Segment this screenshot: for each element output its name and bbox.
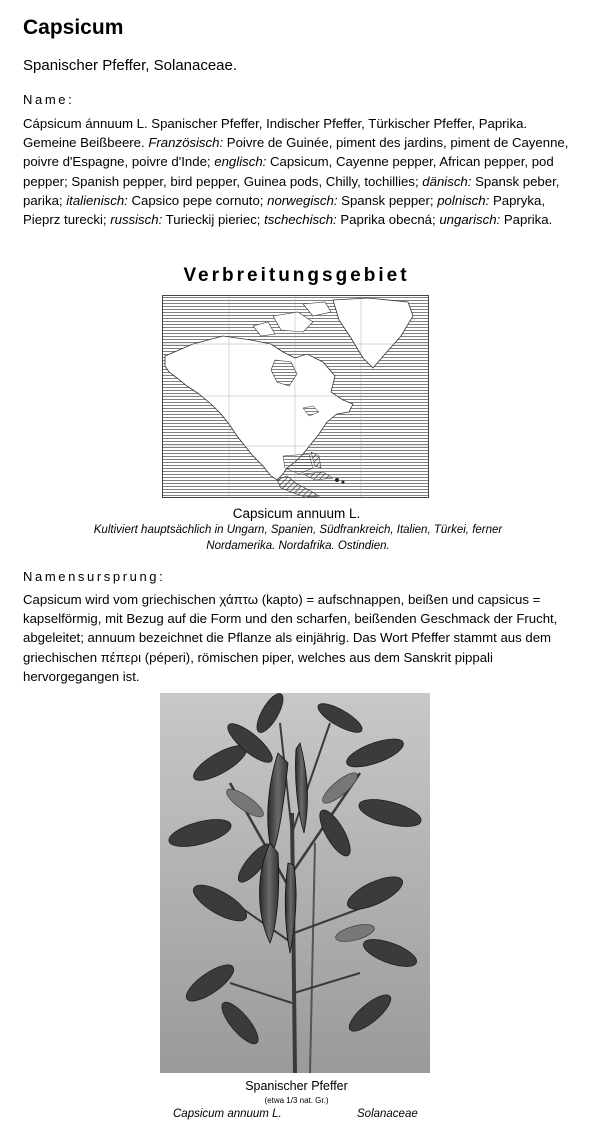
language-label: Französisch: xyxy=(148,135,224,151)
map-graphic xyxy=(163,296,428,497)
name-text-segment: Paprika obecná; xyxy=(336,212,440,228)
name-text-segment: Spansk pepper; xyxy=(337,192,438,208)
pepper-plant-photo xyxy=(160,693,430,1073)
distribution-map xyxy=(162,295,429,498)
page-title: Capsicum xyxy=(23,16,124,39)
language-label: polnisch: xyxy=(437,192,490,208)
plant-graphic xyxy=(160,693,430,1073)
language-label: tschechisch: xyxy=(264,212,337,228)
name-text-segment: Papryka, Pieprz turecki; xyxy=(23,192,545,228)
name-text-segment: Turieckij pieriec; xyxy=(162,212,265,228)
origin-section-label: Namensursprung: xyxy=(23,569,166,584)
map-caption-title: Capsicum annuum L. xyxy=(232,506,361,521)
name-section-text xyxy=(23,114,573,229)
origin-section-text: Capsicum wird vom griechischen χάπτω (kapto) = aufschnappen, beißen und capsicus = kapselförmig, mit Bezug auf die Form und den scharfen, beißenden Geschmack der Frucht, abgeleitet; annuum bezeichnet die Pflanze als einjährig. Das Wort Pfeffer stammt aus dem griechischen πέπερι (péperi), römischen piper, welches aus dem Sanskrit pippali hervorgegangen ist. xyxy=(23,592,558,684)
photo-latin-name: Capsicum annuum L. xyxy=(173,1108,282,1120)
name-text-segment: Capsicum, Cayenne pepper, African pepper, pod pepper; Spanish pepper, bird pepper, Guinea pods, Chilly, tochillies; xyxy=(23,154,554,189)
name-text-segment: Poivre de Guinée, piment des jardins, piment de Cayenne, poivre d'Espagne, poivre d'Inde; xyxy=(23,135,569,170)
language-label: norwegisch: xyxy=(267,192,338,208)
photo-caption: Spanischer Pfeffer xyxy=(245,1079,348,1093)
photo-family-name: Solanaceae xyxy=(357,1108,418,1120)
language-label: dänisch: xyxy=(422,173,472,189)
language-label: italienisch: xyxy=(66,192,128,208)
name-section-label: Name: xyxy=(23,92,75,107)
name-text-segment: Cápsicum ánnuum L. Spanischer Pfeffer, Indischer Pfeffer, Türkischer Pfeffer, Paprika. Gemeine Beißbeere. xyxy=(23,116,528,151)
language-label: russisch: xyxy=(110,212,163,228)
name-text-segment: Spansk peber, parika; xyxy=(23,173,560,208)
photo-scale-note: (etwa 1/3 nat. Gr.) xyxy=(264,1096,329,1105)
language-label: ungarisch: xyxy=(439,212,501,228)
distribution-heading: Verbreitungsgebiet xyxy=(183,265,410,286)
name-text-segment: Paprika. xyxy=(500,212,553,228)
page-subtitle: Spanischer Pfeffer, Solanaceae. xyxy=(23,57,238,74)
name-text-segment: Capsico pepe cornuto; xyxy=(127,192,268,208)
language-label: englisch: xyxy=(214,154,267,170)
map-caption-note: Kultiviert hauptsächlich in Ungarn, Spanien, Südfrankreich, Italien, Türkei, ferner Nordamerika. Nordafrika. Ostindien. xyxy=(93,524,503,552)
